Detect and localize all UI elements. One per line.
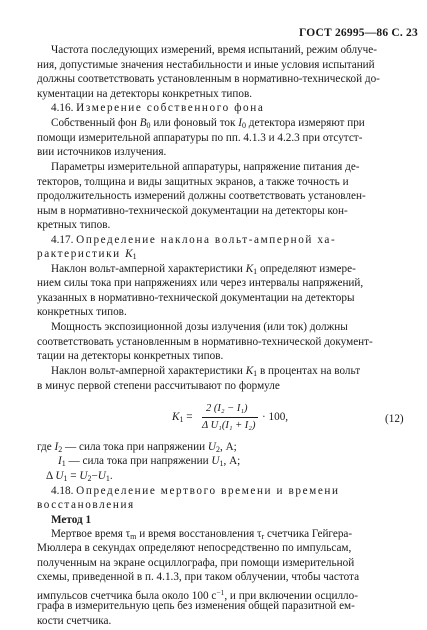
text-line: Собственный фон $B_0$ или фоновый ток $I_0$ детектора измеряют при (51, 117, 365, 131)
text-line: Наклон вольт-амперной характеристики $K_1$ определяют измере- (51, 263, 356, 277)
section-number: 4.17. (51, 233, 74, 246)
text-line: тации на детекторы конкретных типов. (37, 349, 224, 362)
text-line: Наклон вольт-амперной характеристики $K_1$ в процентах на вольт (51, 364, 361, 378)
section-number: 4.16. (51, 102, 74, 115)
text-line: ным в нормативно-технической документации на детекторы кон- (37, 204, 348, 217)
where-line-3: Δ $U_1 = U_2-U_1$. (46, 469, 113, 483)
section-title: Определение наклона вольт-амперной ха- (76, 233, 337, 246)
text-line: указанных в нормативно-технической документации на детекторы (37, 292, 355, 305)
text-line: в минус первой степени рассчитывают по формуле (37, 379, 280, 392)
text-line: импульсов счетчика была около 100 $с^{-1}$, и при включении осцилло- (37, 587, 358, 602)
text-line: схемы, приведенной в п. 4.1.3, при таком облучении, чтобы частота (37, 571, 360, 584)
section-heading-4-17 (51, 233, 336, 249)
text-line: соответствовать установленным в нормативно-технической документ- (37, 335, 373, 348)
formula-lhs: $K_1$ = (172, 411, 193, 425)
text-line: нием силы тока при напряжениях или через интервалы напряжений, (37, 277, 364, 290)
text-line: кретных типов. (37, 218, 111, 231)
where-line-1: где $I_2$ — сила тока при напряжении $U_2$, А; (37, 440, 237, 454)
text-line: должны соответствовать установленным в нормативно-технической до- (37, 72, 380, 85)
section-number: 4.18. (51, 484, 74, 497)
section-heading-4-16 (51, 101, 264, 117)
formula-number: (12) (385, 413, 404, 426)
text-line: кументации на детекторы конкретных типов. (37, 87, 253, 100)
section-title-cont: восстановления (37, 498, 135, 511)
text-line: помощи измерительной аппаратуры по пп. 4.1.3 и 4.2.3 при отсутст- (37, 132, 363, 145)
text-line: ния, допустимые значения нестабильности и иные условия испытаний (37, 58, 375, 71)
text-line: графа в измерительную цепь без изменения общей паразитной ем- (37, 600, 355, 613)
section-title: Измерение собственного фона (76, 102, 265, 115)
text-line: Мертвое время $\tau_m$ и время восстановления $\tau_r$ счетчика Гейгера- (51, 528, 353, 542)
text-line: Мощность экспозиционной дозы излучения (или ток) должны (51, 321, 348, 334)
section-title: Определение мертвого времени и времени (76, 484, 340, 497)
text-line: Мюллера в секундах определяют непосредственно по импульсам, (37, 542, 352, 555)
text-line: кости счетчика. (37, 614, 112, 627)
text-line: Частота последующих измерений, время испытаний, режим облуче- (51, 43, 377, 56)
text-line: продолжительность измерений должны соответствовать установлен- (37, 189, 366, 202)
page-header: ГОСТ 26995—86 С. 23 (299, 27, 418, 39)
where-line-2: $I_1$ — сила тока при напряжении $U_1$, А; (58, 454, 241, 468)
formula-numerator: 2 (I₂ − I₁) (206, 402, 248, 414)
text-line: вии источников излучения. (37, 146, 167, 159)
text-line: текторов, толщина и виды защитных экранов, а также точность и (37, 175, 349, 188)
text-line: Параметры измерительной аппаратуры, напряжение питания де- (51, 161, 360, 174)
text-line: конкретных типов. (37, 306, 127, 319)
section-title-cont: рактеристики $K_1$ (37, 248, 137, 262)
method-label: Метод 1 (51, 513, 92, 526)
formula-denominator: Δ U₁(I₁ + I₂) (202, 419, 256, 431)
formula-multiplier: · 100, (262, 411, 289, 424)
text-line: полученным на экране осциллографа, при помощи измерительной (37, 557, 355, 570)
